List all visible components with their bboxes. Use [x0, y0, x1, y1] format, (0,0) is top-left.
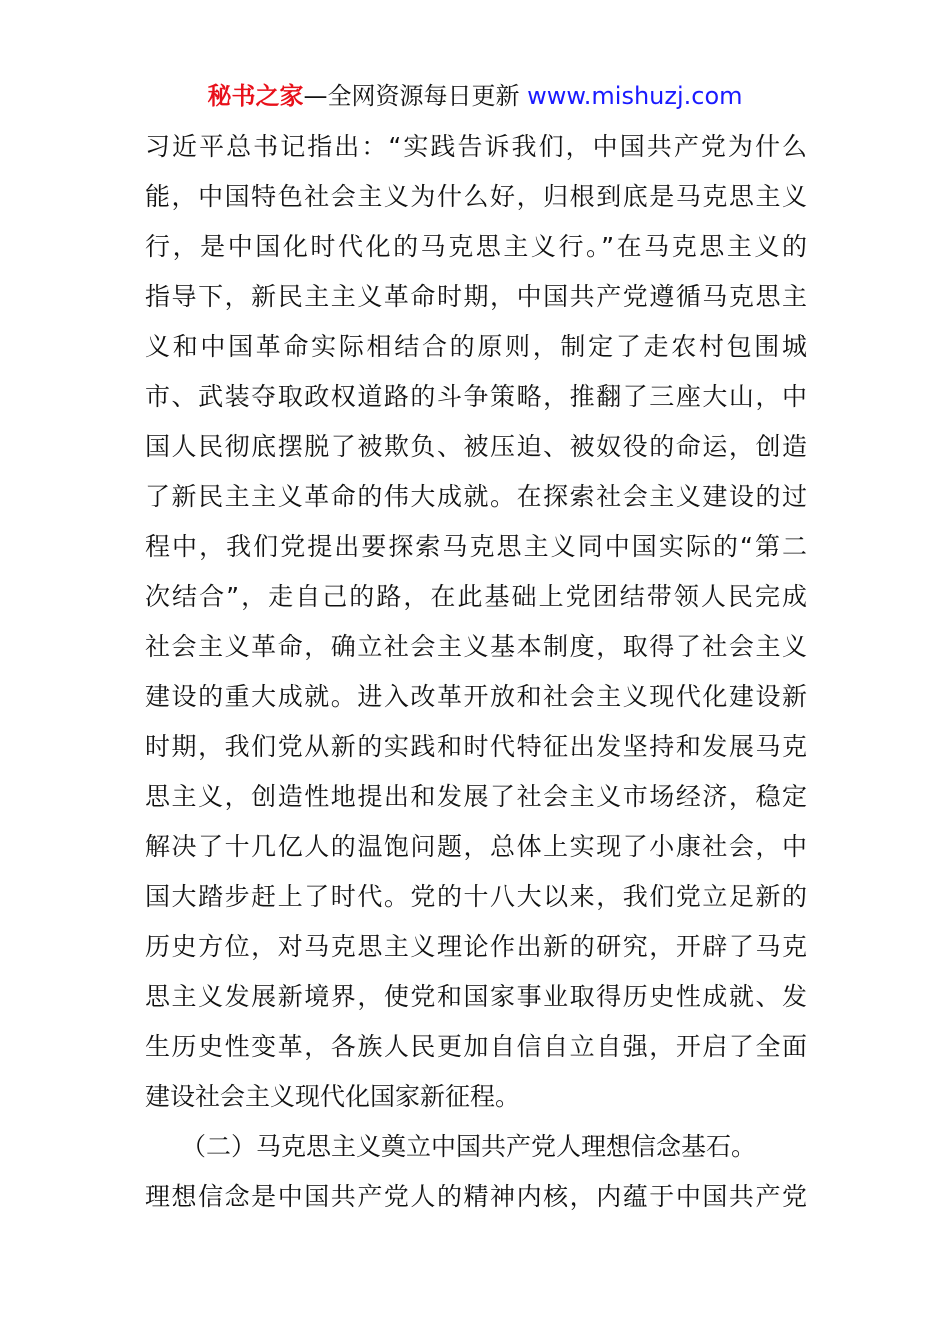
body-line: 程中，我们党提出要探索马克思主义同中国实际的“第二 — [145, 532, 807, 561]
body-line: 次结合”，走自己的路，在此基础上党团结带领人民完成 — [145, 582, 807, 611]
body-line: 解决了十几亿人的温饱问题，总体上实现了小康社会，中 — [145, 832, 807, 861]
body-line: 国大踏步赶上了时代。党的十八大以来，我们党立足新的 — [145, 882, 807, 911]
body-line: 义和中国革命实际相结合的原则，制定了走农村包围城 — [145, 332, 807, 361]
body-line: 理想信念是中国共产党人的精神内核，内蕴于中国共产党 — [145, 1182, 807, 1211]
site-url-link[interactable]: www.mishuzj.com — [527, 82, 743, 110]
body-line: 国人民彻底摆脱了被欺负、被压迫、被奴役的命运，创造 — [145, 432, 807, 461]
section-heading: （二）马克思主义奠立中国共产党人理想信念基石。 — [181, 1132, 757, 1161]
body-line: 生历史性变革，各族人民更加自信自立自强，开启了全面 — [145, 1032, 807, 1061]
brand-name: 秘书之家 — [207, 82, 304, 110]
body-line: 行，是中国化时代化的马克思主义行。”在马克思主义的 — [145, 232, 807, 261]
body-line: 时期，我们党从新的实践和时代特征出发坚持和发展马克 — [145, 732, 807, 761]
paragraph-end-line: 建设社会主义现代化国家新征程。 — [145, 1082, 521, 1111]
body-line: 了新民主主义革命的伟大成就。在探索社会主义建设的过 — [145, 482, 807, 511]
page-header — [0, 78, 950, 114]
body-line: 思主义发展新境界，使党和国家事业取得历史性成就、发 — [145, 982, 807, 1011]
body-line: 历史方位，对马克思主义理论作出新的研究，开辟了马克 — [145, 932, 807, 961]
header-tagline: —全网资源每日更新 — [303, 82, 520, 110]
document-body — [145, 122, 807, 1222]
body-line: 社会主义革命，确立社会主义基本制度，取得了社会主义 — [145, 632, 807, 661]
body-line: 市、武装夺取政权道路的斗争策略，推翻了三座大山，中 — [145, 382, 807, 411]
body-line: 思主义，创造性地提出和发展了社会主义市场经济，稳定 — [145, 782, 807, 811]
body-line: 指导下，新民主主义革命时期，中国共产党遵循马克思主 — [145, 282, 807, 311]
body-line: 能，中国特色社会主义为什么好，归根到底是马克思主义 — [145, 182, 807, 211]
body-line: 建设的重大成就。进入改革开放和社会主义现代化建设新 — [145, 682, 807, 711]
body-line: 习近平总书记指出：“实践告诉我们，中国共产党为什么 — [145, 132, 807, 161]
